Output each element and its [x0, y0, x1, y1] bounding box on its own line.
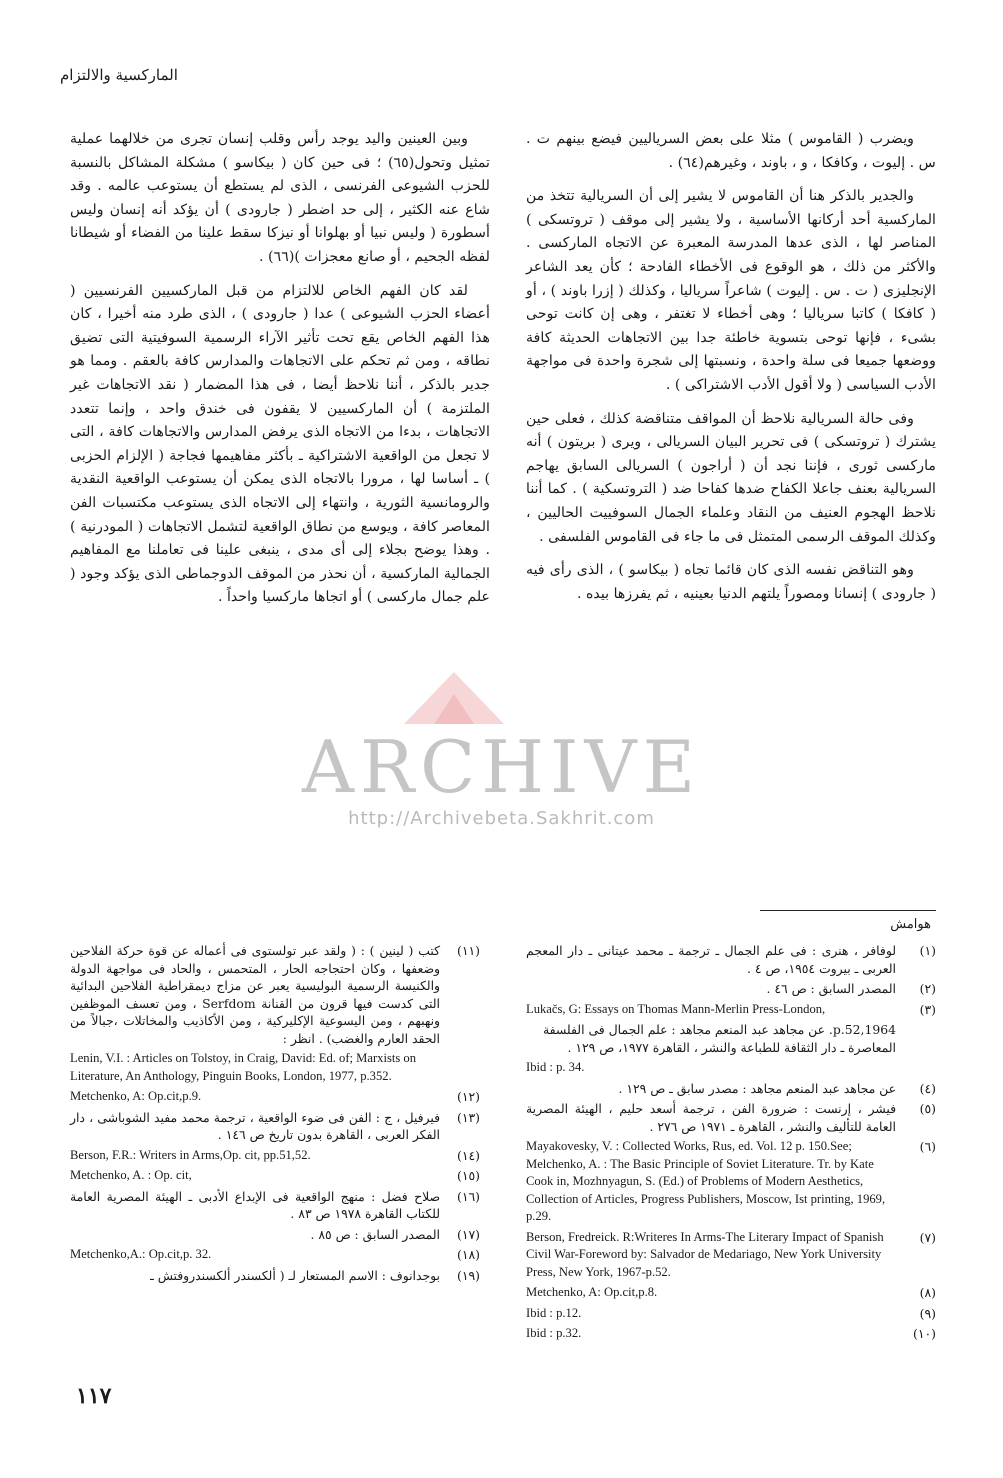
footnotes-heading: هوامش — [890, 917, 931, 932]
footnote — [70, 942, 480, 1047]
footnote — [526, 1325, 936, 1343]
footnote-number: (١٧) — [457, 1226, 480, 1242]
footnote-text: Ibid : p.32. — [526, 1326, 582, 1340]
footnote-number: (١٨) — [457, 1247, 480, 1262]
footnote-text: Berson, F.R.: Writers in Arms,Op. cit, pp.51,52. — [70, 1147, 311, 1162]
footnote-number: (١٣) — [457, 1109, 480, 1125]
body-paragraph: وبين العينين واليد يوجد رأس وقلب إنسان تجرى من خلالهما عملية تمثيل وتحول(٦٥) ؛ فى حين كان ( بيكاسو ) مشكلة المشاكل بالنسبة للحزب الشيوعى الفرنسى ، الذى لم يستطع أن يستوعب عالمه . وقد شاع عنه الكثير ، إلى حد اضطر ( جارودى ) أن يؤكد أنه إنسان وليس أسطورة ( وليس نبيا أو بهلوانا أو نيزكا سقط علينا من الفضاء أو شيطانا لفظه الجحيم ، أو صانع معجزات )(٦٦) . — [70, 131, 490, 265]
footnote-number: (٢) — [919, 981, 936, 996]
footnote-continuation: 1964,p.52. عن مجاهد عبد المنعم مجاهد : علم الجمال فى الفلسفة المعاصرة ـ دار الثقافة للطباعة والنشر ، القاهرة ١٩٧٧، ص ١٢٩ . — [542, 1022, 896, 1055]
footnote — [70, 1267, 480, 1285]
footnote-text: المصدر السابق : ص ٤٦ . — [766, 981, 896, 996]
body-paragraph: ويضرب ( القاموس ) مثلا على بعض السرياليين فيضع بينهم ت . س . إليوت ، وكافكا ، و ، باوند ، وغيرهم(٦٤) . — [526, 131, 936, 171]
footnote-text: عن مجاهد عبد المنعم مجاهد : مصدر سابق ـ ص ١٢٩ . — [618, 1080, 896, 1096]
footnote — [526, 1080, 936, 1098]
footnote-text: Mayakovesky, V. : Collected Works, Rus, ed. Vol. 12 p. 150.See; Melchenko, A. : The Basic Principle of Soviet Literature. Tr. by Kate Cook in, Mozhnyagun, S. (Ed.) of Problems of Modern Aesthetics, Collection of Articles, Progress Publishers, Moscow, Ist printing, 1969, p.29. — [526, 1139, 886, 1223]
footnote-text: فيشر ، إرنست : ضرورة الفن ، ترجمة أسعد حليم ، الهيئة المصرية العامة للتأليف والنشر ، القاهرة ـ ١٩٧١ ص ٢٧٦ . — [526, 1101, 896, 1134]
footnote-text: كتب ( لينين ) : ( ولقد عبر تولستوى فى أعماله عن قوة حركة الفلاحين وضعفها ، وكان احتجاجه الحار ، المتحمس ، والحاد فى مواجهة الدولة والكنيسة الرسمية البوليسية يعبر عن مزاج ديمقراطية الفلاحين البدائية التى كدست فيها قرون من القنانة Serfdom ، ومن تعسف الموظفين ونهبهم ، ومن اليسوعية الإكليركية ، ومن الأكاذيب والمخاتلات ،جبالاً من الحقد العارم والغضب) . انظر : — [70, 943, 440, 1046]
footnote-text: لوفافر ، هنرى : فى علم الجمال ـ ترجمة ـ محمد عيتانى ـ دار المعجم العربى ـ بيروت ١٩٥٤، ص ٤ . — [526, 943, 896, 976]
footnote — [526, 1001, 936, 1019]
footnote — [70, 1246, 480, 1264]
footnote-text: Ibid : p.12. — [526, 1305, 582, 1320]
footnotes-divider — [760, 910, 936, 911]
footnote-number: (٨) — [919, 1285, 936, 1300]
body-paragraph: لقد كان الفهم الخاص للالتزام من قبل الماركسيين الفرنسيين ( أعضاء الحزب الشيوعى ) عدا ( جارودى ) ، الذى طرد منه أخيرا ، كان هذا الفهم الخاص يقع تحت تأثير الآراء الرسمية السوفيتية التى تضيق نطاقه ، ومن ثم تحكم على الاتجاهات والمدارس كافة بالعقم . ومما هو جدير بالذكر ، أننا نلاحظ أيضا ، فى هذا المضمار ( نقد الاتجاهات غير الملتزمة ) أن الماركسيين لا يقفون فى خندق واحد ، وإنما تتعدد الاتجاهات ، بدءا من الاتجاه الذى يرفض المدارس والاتجاهات كافة ، التى لا تجعل من الواقعية الاشتراكية ـ بأكثر مفاهيمها فجاجة ( الإلزام الحزبى ) ـ أساسا لها ، مرورا بالاتجاه الذى يمكن أن يستوعب الواقعية النقدية والرومانسية الثورية ، وانتهاء إلى الاتجاه الذى يستوعب مكتسبات الفن المعاصر كافة ، ويوسع من نطاق الواقعية لتشمل الاتجاهات ( المودرنية ) . وهذا يوضح بجلاء إلى أى مدى ، ينبغى علينا فى تعاملنا مع المفاهيم الجمالية الماركسية ، أن نحذر من الموقف الدوجماطى الذى يؤكد وجود ( علم جمال ماركسى ) أو اتجاها ماركسيا واحداً . — [70, 282, 490, 606]
footnote-text: Metchenko, A. : Op. cit, — [70, 1168, 192, 1182]
footnote-text: Metchenko, A: Op.cit,p.8. — [526, 1285, 658, 1299]
footnote — [526, 1229, 936, 1282]
footnote-continuation: Ibid : p. 34. — [526, 1060, 585, 1074]
footnote-number: (٥) — [919, 1101, 936, 1116]
footnote-text: بوجدانوف : الاسم المستعار لـ ( ألكسندر ألكسندروفتش ـ — [150, 1267, 440, 1283]
footnote — [70, 1226, 480, 1244]
footnote — [70, 1088, 480, 1106]
body-paragraph: وفى حالة السريالية نلاحظ أن المواقف متناقضة كذلك ، فعلى حين يشترك ( تروتسكى ) فى تحرير البيان السريالى ، ويرى ( بريتون ) أنه ماركسى ثورى ، فإننا نجد أن ( أراجون ) السريالى السابق يهاجم السريالية بعنف جاعلا الكفاح ضدها كفاحا ضد ( التروتسكية ) . كما أننا نلاحظ الهجوم العنيف من النقاد وعلماء الجمال السوفييت الحاليين ، وكذلك الموقف الرسمى المتمثل فى ما جاء فى القاموس الفلسفى . — [526, 410, 936, 545]
footnote-number: (١٢) — [457, 1089, 480, 1104]
footnote-text: Metchenko,A.: Op.cit,p. 32. — [70, 1247, 212, 1261]
footnote-text: صلاح فضل : منهج الواقعية فى الإبداع الأدبى ـ الهيئة المصرية العامة للكتاب القاهرة ١٩٧٨ ص ٨٣ . — [70, 1188, 440, 1221]
footnote — [70, 1109, 480, 1144]
running-header: الماركسية والالتزام — [60, 66, 178, 84]
footnote-number: (١٤) — [457, 1147, 480, 1163]
footnote — [526, 1284, 936, 1302]
watermark-logo — [384, 664, 524, 724]
footnote-text: المصدر السابق : ص ٨٥ . — [310, 1226, 440, 1242]
footnote-text: Metchenko, A: Op.cit,p.9. — [70, 1089, 202, 1103]
footnote-number: (١) — [919, 943, 936, 958]
footnote-number: (١٥) — [457, 1168, 480, 1183]
footnote — [526, 1138, 936, 1226]
footnote-number: (٤) — [919, 1080, 936, 1096]
footnote-text: Berson, Fredreick. R:Writeres In Arms-The Literary Impact of Spanish Civil War-Foreword by: Salvador de Medariago, New York University Press, New York, 1967-p.52. — [526, 1229, 884, 1279]
footnote-number: (٦) — [919, 1139, 936, 1154]
watermark-title: ARCHIVE — [301, 725, 702, 809]
footnote — [70, 1167, 480, 1185]
footnote — [526, 942, 936, 977]
page-number: ١١٧ — [76, 1383, 112, 1409]
footnote-number: (١٠) — [913, 1326, 936, 1341]
footnote — [526, 980, 936, 998]
body-paragraph: والجدير بالذكر هنا أن القاموس لا يشير إلى أن السريالية تتخذ من الماركسية أحد أركانها الأساسية ، ولا يشير إلى موقف ( تروتسكى ) المناصر لها ، الذى عدها المدرسة المعبرة عن الاتجاه الماركسى . والأكثر من ذلك ، هو الوقوع فى الأخطاء الفادحة ؛ كأن يعد الشاعر الإنجليزى ( ت . س . إليوت ) شاعراً سرياليا ، وكذلك ( إزرا باوند ) ، أو ( كافكا ) كاتبا سرياليا ؛ وهى أخطاء لا تغتفر ، وهى إن كانت توحى بشىء ، فإنها توحى بتسوية خاطئة جدا بين الاتجاهات الحديثة كافة ووضعها جميعا فى سلة واحدة ، ونسبتها إلى شجرة واحدة فى مواجهة الأدب السياسى ( ولا أقول الأدب الاشتراكى ) . — [526, 188, 936, 393]
footnote-text: فيرفيل ، ج : الفن فى ضوء الواقعية ، ترجمة محمد مفيد الشوباشى ، دار الفكر العربى ، القاهرة بدون تاريخ ص ١٤٦ . — [70, 1109, 440, 1142]
body-column-left — [70, 128, 490, 620]
footnote — [526, 1100, 936, 1135]
footnote-number: (٩) — [919, 1305, 936, 1321]
footnote — [70, 1188, 480, 1223]
body-paragraph: وهو التناقض نفسه الذى كان قائما تجاه ( بيكاسو ) ، الذى رأى فيه ( جارودى ) إنسانا ومصوراً يلتهم الدنيا بعينيه ، ثم يفرزها بيده . — [526, 562, 936, 602]
footnote-text: Lukačs, G: Essays on Thomas Mann-Merlin Press-London, — [526, 1001, 826, 1016]
footnote-number: (٣) — [919, 1001, 936, 1017]
footnote-number: (١٩) — [457, 1267, 480, 1283]
footnotes-column-left — [70, 942, 480, 1287]
footnote-number: (٧) — [919, 1229, 936, 1245]
body-column-right — [526, 128, 936, 616]
footnote-number: (١١) — [457, 943, 480, 958]
watermark-url: http://Archivebeta.Sakhrit.com — [348, 808, 655, 829]
footnote — [526, 1305, 936, 1323]
footnote-number: (١٦) — [457, 1188, 480, 1204]
footnotes-column-right — [526, 942, 936, 1346]
footnote — [70, 1147, 480, 1165]
footnote-continuation: Lenin, V.I. : Articles on Tolstoy, in Craig, David: Ed. of; Marxists on Literature, An Anthology, Pinguin Books, London, 1977, p.352. — [70, 1051, 417, 1083]
